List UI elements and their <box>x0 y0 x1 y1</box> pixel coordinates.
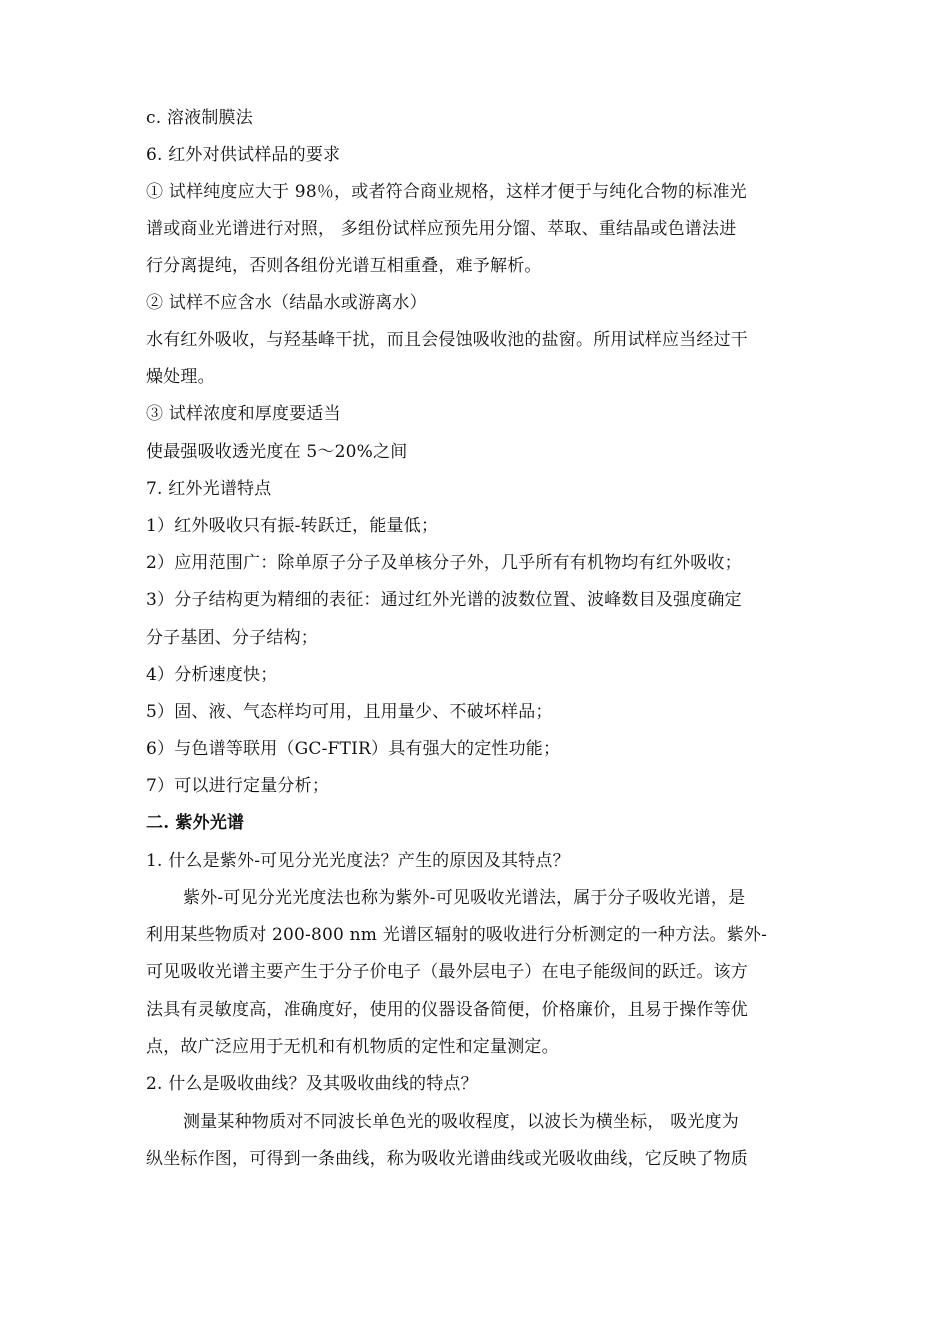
text-line: 可见吸收光谱主要产生于分子价电子（最外层电子）在电子能级间的跃迁。该方 <box>146 962 748 982</box>
list-item: 1）红外吸收只有振-转跃迁，能量低； <box>146 516 439 536</box>
list-item: 3）分子结构更为精细的表征：通过红外光谱的波数位置、波峰数目及强度确定 <box>146 590 742 610</box>
text-line: 纵坐标作图，可得到一条曲线，称为吸收光谱曲线或光吸收曲线，它反映了物质 <box>146 1149 748 1169</box>
paragraph-start: 紫外-可见分光光度法也称为紫外-可见吸收光谱法，属于分子吸收光谱，是 <box>183 888 746 908</box>
text-line: 点，故广泛应用于无机和有机物质的定性和定量测定。 <box>146 1037 559 1057</box>
text-line: 谱或商业光谱进行对照， 多组份试样应预先用分馏、萃取、重结晶或色谱法进 <box>146 219 737 239</box>
section-heading: 7. 红外光谱特点 <box>146 479 272 499</box>
list-item: 4）分析速度快； <box>146 665 278 685</box>
text-line: c. 溶液制膜法 <box>146 108 253 128</box>
section-heading: 6. 红外对供试样品的要求 <box>146 145 341 165</box>
list-item: 6）与色谱等联用（GC-FTIR）具有强大的定性功能； <box>146 739 561 759</box>
question-heading: 2. 什么是吸收曲线？及其吸收曲线的特点？ <box>146 1074 478 1094</box>
list-item: 2）应用范围广：除单原子分子及单核分子外，几乎所有有机物均有红外吸收； <box>146 553 742 573</box>
text-line: 利用某些物质对 200-800 nm 光谱区辐射的吸收进行分析测定的一种方法。紫外- <box>146 925 768 945</box>
question-heading: 1. 什么是紫外-可见分光光度法？产生的原因及其特点？ <box>146 851 570 871</box>
text-line: 法具有灵敏度高，准确度好，使用的仪器设备简便，价格廉价，且易于操作等优 <box>146 1000 748 1020</box>
text-line: ② 试样不应含水（结晶水或游离水） <box>146 293 427 313</box>
text-line: 分子基团、分子结构； <box>146 628 318 648</box>
chapter-heading: 二. 紫外光谱 <box>146 813 245 833</box>
text-line: ③ 试样浓度和厚度要适当 <box>146 404 341 424</box>
text-line: 水有红外吸收，与羟基峰干扰，而且会侵蚀吸收池的盐窗。所用试样应当经过干 <box>146 330 748 350</box>
list-item: 5）固、液、气态样均可用，且用量少、不破坏样品； <box>146 702 553 722</box>
text-line: 燥处理。 <box>146 367 215 387</box>
paragraph-start: 测量某种物质对不同波长单色光的吸收程度，以波长为横坐标， 吸光度为 <box>183 1112 740 1132</box>
text-line: 使最强吸收透光度在 5～20%之间 <box>146 442 408 462</box>
text-line: 行分离提纯，否则各组份光谱互相重叠，难予解析。 <box>146 256 542 276</box>
list-item: 7）可以进行定量分析； <box>146 776 330 796</box>
text-line: ① 试样纯度应大于 98％，或者符合商业规格，这样才便于与纯化合物的标准光 <box>146 182 747 202</box>
